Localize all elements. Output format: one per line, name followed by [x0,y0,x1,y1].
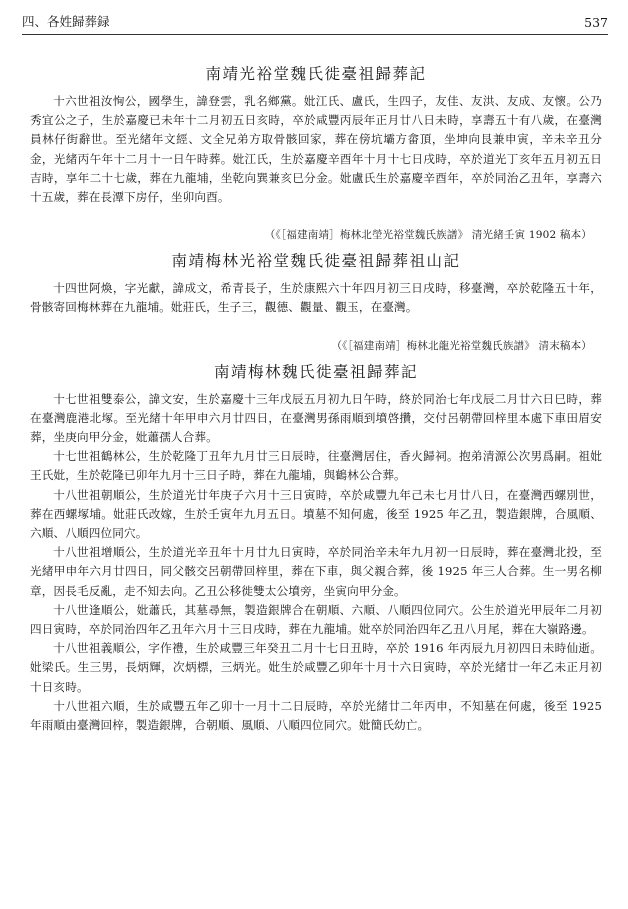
source-citation: （《［福建南靖］梅林北塋光裕堂魏氏族譜》 清光緒壬寅 1902 稿本） [264,229,592,242]
article-title: 南靖梅林光裕堂魏氏徙臺祖歸葬祖山記 [171,252,461,271]
paragraph: 十八世祖增順公，生於道光辛丑年十月廿九日寅時，卒於同治辛未年九月初一日辰時，葬在臺灣北投，至光緒甲申年六月廿四日，同父骸交呂朝帶回梓里，葬在下車，與父親合葬，後 1925 年三人合葬。生一男名柳章，因長毛反亂，走不知去向。乙丑公移徙雙太公墳旁，坐寅向甲分金。 [30,545,602,598]
paragraph: 十六世祖汝恂公，國學生，諱登雲，乳名鄉黨。妣江氏、盧氏，生四子，友佳、友洪、友成、友懷。公乃秀宜公之子，生於嘉慶已未年十二月初五日亥時，卒於咸豐丙辰年正月廿八日未時，享壽五十有八歲，在臺灣員林仔街辭世。至光緒年文經、文全兄弟方取骨骸回家，葬在傍坑壩方畲頂，坐坤向艮兼申寅，辛未辛丑分金，光緒丙午年十二月十一日午時葬。妣江氏，生於嘉慶辛酉年十月十七日戌時，卒於道光丁亥年五月初五日吉時，享年二十七歲，葬在九龍埔，坐乾向巽兼亥巳分金。妣盧氏生於嘉慶辛酉年，卒於同治乙丑年，享壽六十五歲，葬在長潭下房仔，坐卯向酉。 [30,94,602,205]
paragraph: 十八世祖朝順公，生於道光廿年庚子六月十三日寅時，卒於咸豐九年己未七月廿八日，在臺灣西螺別世，葬在西螺塚埔。妣莊氏改嫁，生於壬寅年九月五日。墳墓不知何處，後至 1925 年乙丑，製造銀牌，合風順、六順、八順四位同穴。 [30,487,602,541]
paragraph: 十八世祖義順公，字作禮，生於咸豐三年癸丑二月十七日丑時，卒於 1916 年丙辰九月初四日未時仙逝。妣梁氏。生三男，長炳輝，次炳標，三炳光。妣生於咸豐乙卯年十月十六日寅時，卒於光緒廿一年乙未正月初十日亥時。 [30,641,602,694]
paragraph: 十八世逢順公，妣蕭氏，其墓尋無，製造銀牌合在朝順、六順、八順四位同穴。公生於道光甲辰年二月初四日寅時，卒於同治四年乙丑年六月十三日戌時，葬在九龍埔。妣卒於同治四年乙丑八月尾，葬在大嶺路邊。 [30,602,602,637]
article-title: 南靖光裕堂魏氏徙臺祖歸葬記 [205,65,427,83]
paragraph: 十四世阿煥，字光獻，諱成文，希青長子，生於康熙六十年四月初三日戌時，移臺灣，卒於乾隆五十年，骨骸寄回梅林葬在九龍埔。妣莊氏，生子三，觀德、觀量、觀玉，在臺灣。 [30,281,602,315]
article-title: 南靖梅林魏氏徙臺祖歸葬記 [213,362,418,381]
paragraph: 十八世祖六順，生於咸豐五年乙卯十一月十二日辰時，卒於光緒廿二年丙申，不知墓在何處，後至 1925 年雨順由臺灣回梓，製造銀牌，合朝順、風順、八順四位同穴。妣簡氏幼亡。 [30,698,602,733]
source-citation: （《［福建南靖］梅林北龍光裕堂魏氏族譜》 清末稿本） [331,339,592,352]
running-head [22,12,608,35]
page-content [30,62,602,735]
section-title: 四、各姓歸葬録 [22,14,110,29]
paragraph: 十七世祖鶴林公，生於乾隆丁丑年九月廿三日辰時，往臺灣居住，香火歸祠。抱弟清源公次男爲嗣。祖妣王氏妣，生於乾隆已卯年九月十三日子時，葬在九龍埔，與鶴林公合葬。 [30,449,602,483]
paragraph: 十七世祖雙泰公，諱文安，生於嘉慶十三年戊辰五月初九日午時，終於同治七年戊辰二月廿六日巳時，葬在臺灣鹿港北塚。至光緒十年甲申六月廿四日，在臺灣男孫雨順到墳啓攢，交付呂朝帶回梓里本處下車田眉安葬，坐庚向甲分金，妣蕭孺人合葬。 [30,391,602,445]
page-number: 537 [584,15,608,30]
